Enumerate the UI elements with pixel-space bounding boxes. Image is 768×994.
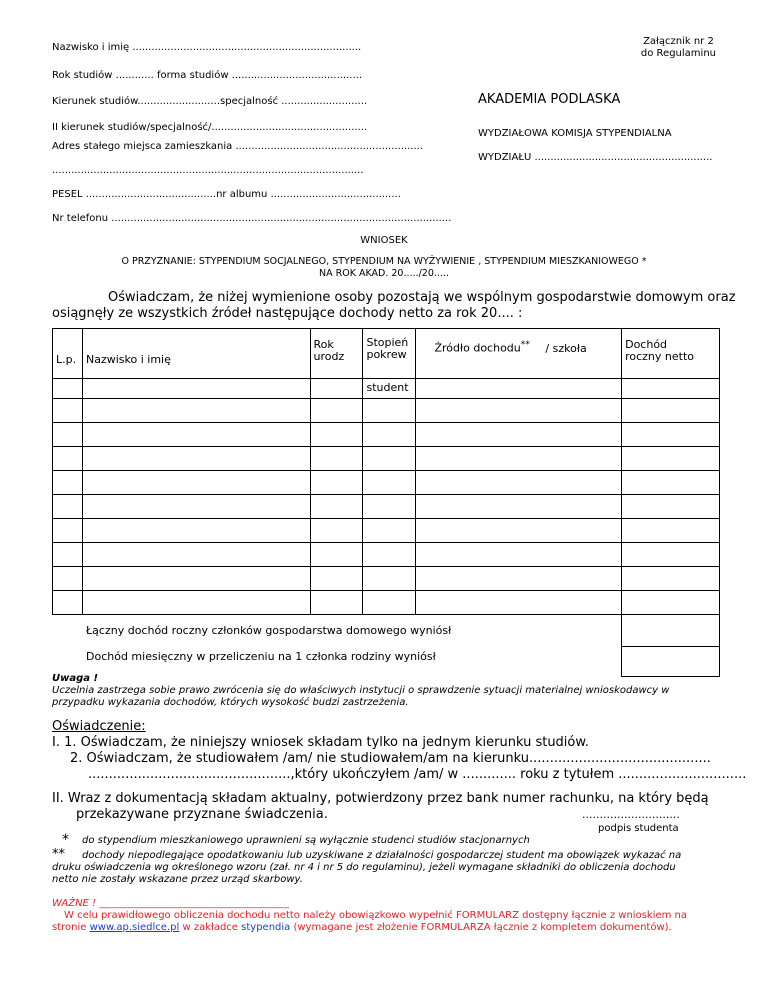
table-row (53, 399, 720, 423)
pesel-field[interactable]: PESEL .........................................nr albumu ......................................... (52, 189, 401, 200)
cell-source[interactable] (416, 519, 622, 543)
cell-year[interactable] (310, 471, 363, 495)
declaration-lead: Oświadczam (108, 290, 191, 305)
total-income-cell[interactable] (622, 615, 720, 647)
cell-income[interactable] (622, 471, 720, 495)
cell-income[interactable] (622, 399, 720, 423)
cell-name[interactable] (82, 471, 310, 495)
faculty-field[interactable]: WYDZIAŁU ........................................................ (478, 152, 713, 163)
cell-name[interactable] (82, 591, 310, 615)
col-lp-header: L.p. (53, 329, 83, 379)
title-subject-line2: NA ROK AKAD. 20...../20..... (319, 268, 449, 279)
cell-degree[interactable] (363, 567, 416, 591)
col-name-header: Nazwisko i imię (82, 329, 310, 379)
cell-degree[interactable] (363, 495, 416, 519)
col-income-l2: roczny netto (625, 350, 694, 363)
col-year-header (310, 329, 363, 379)
cell-name[interactable] (82, 399, 310, 423)
cell-name[interactable] (82, 447, 310, 471)
table-row (53, 519, 720, 543)
cell-name[interactable] (82, 543, 310, 567)
cell-source[interactable] (416, 591, 622, 615)
col-degree-header (363, 329, 416, 379)
footnote-text-1: do stypendium mieszkaniowego uprawnieni są wyłącznie studenci studiów stacjonarnych (82, 835, 530, 846)
col-source-label: Źródło dochodu (434, 341, 521, 355)
cell-lp[interactable] (53, 543, 83, 567)
cell-income[interactable] (622, 567, 720, 591)
footnote-text-2c: netto nie zostały wskazane przez urząd skarbowy. (52, 874, 303, 885)
cell-lp[interactable] (53, 591, 83, 615)
col-degree-l1: Stopień (366, 336, 409, 349)
annex-label (641, 36, 716, 60)
cell-degree[interactable] (363, 471, 416, 495)
cell-source[interactable] (416, 543, 622, 567)
cell-degree[interactable] (363, 423, 416, 447)
cell-source[interactable] (416, 399, 622, 423)
academy-name: AKADEMIA PODLASKA (478, 92, 621, 107)
cell-name[interactable] (82, 379, 310, 399)
col-income-l1: Dochód (625, 338, 668, 351)
commission-name: WYDZIAŁOWA KOMISJA STYPENDIALNA (478, 128, 672, 139)
cell-lp[interactable] (53, 423, 83, 447)
cell-year[interactable] (310, 495, 363, 519)
statement-2[interactable]: 2. Oświadczam, że studiowałem /am/ nie studiowałem/am na kierunku............................................ (70, 751, 711, 766)
statement-3b: przekazywane przyznane świadczenia. (76, 807, 328, 822)
cell-year[interactable] (310, 447, 363, 471)
important-line2-c: (wymagane jest złożenie FORMULARZA łącznie z kompletem dokumentów). (290, 922, 672, 933)
footnote-text-2a: dochody niepodlegające opodatkowaniu lub uzyskiwane z działalności gospodarczej student ma obowiązek wykazać na (82, 850, 682, 861)
cell-source[interactable] (416, 447, 622, 471)
title-subject-line1: O PRZYZNANIE: STYPENDIUM SOCJALNEGO, STYPENDIUM NA WYŻYWIENIE , STYPENDIUM MIESZKANIOWEGO * (121, 256, 647, 267)
annex-line1: Załącznik nr 2 (643, 36, 714, 47)
phone-field[interactable]: Nr telefonu ........................................................................................................... (52, 213, 452, 224)
cell-lp[interactable] (53, 447, 83, 471)
cell-income[interactable] (622, 519, 720, 543)
col-school-label: / szkoła (545, 341, 587, 355)
page-title: WNIOSEK (360, 235, 408, 246)
table-row (53, 495, 720, 519)
cell-name[interactable] (82, 567, 310, 591)
cell-income[interactable] (622, 447, 720, 471)
statement-1: I. 1. Oświadczam, że niniejszy wniosek składam tylko na jednym kierunku studiów. (52, 735, 589, 750)
table-row (53, 591, 720, 615)
cell-lp[interactable] (53, 379, 83, 399)
footnote-mark-1: * (62, 832, 69, 848)
important-line2-a: stronie (52, 922, 90, 933)
cell-lp[interactable] (53, 399, 83, 423)
cell-name[interactable] (82, 423, 310, 447)
footnote-mark-2: ** (52, 847, 65, 862)
cell-year[interactable] (310, 567, 363, 591)
col-year-l1: Rok (313, 338, 334, 351)
cell-name[interactable] (82, 495, 310, 519)
important-title: WAŻNE ! ______________________________________ (52, 898, 290, 909)
table-row (53, 447, 720, 471)
signature-field[interactable]: ............................ (582, 808, 680, 821)
declaration-rest: , że niżej wymienione osoby pozostają we wspólnym gospodarstwie domowym oraz (190, 290, 736, 305)
cell-degree[interactable] (363, 519, 416, 543)
declaration-intro-line1 (108, 290, 736, 305)
declaration-intro-line2: osiągnęły ze wszystkich źródeł następujące dochody netto za rok 20.... : (52, 306, 523, 321)
notice-title: Uwaga ! (52, 673, 99, 684)
monthly-income-cell[interactable] (622, 647, 720, 677)
year-field[interactable]: Rok studiów ............ forma studiów ......................................... (52, 70, 362, 81)
signature-label: podpis studenta (598, 823, 679, 834)
cell-income[interactable] (622, 379, 720, 399)
cell-degree[interactable] (363, 399, 416, 423)
col-degree-l2: pokrew (366, 348, 407, 361)
important-line1: W celu prawidłowego obliczenia dochodu netto należy obowiązkowo wypełnić FORMULARZ dostępny łącznie z wnioskiem na (64, 910, 688, 921)
second-direction-field[interactable]: II kierunek studiów/specjalność/................................................. (52, 122, 368, 133)
col-year-l2: urodz (313, 350, 345, 363)
cell-degree[interactable] (363, 543, 416, 567)
cell-income[interactable] (622, 591, 720, 615)
student-label: student (363, 379, 416, 399)
cell-source[interactable] (416, 567, 622, 591)
cell-year[interactable] (310, 379, 363, 399)
notice-line2: przypadku wykazania dochodów, których wysokość budzi zastrzeżenia. (52, 697, 409, 708)
cell-income[interactable] (622, 495, 720, 519)
cell-year[interactable] (310, 591, 363, 615)
important-line2 (52, 922, 672, 933)
table-row (53, 543, 720, 567)
annex-line2: do Regulaminu (640, 48, 716, 59)
cell-year[interactable] (310, 423, 363, 447)
name-field[interactable]: Nazwisko i imię ........................................................................ (52, 42, 362, 53)
cell-year[interactable] (310, 543, 363, 567)
direction-field[interactable]: Kierunek studiów..........................specjalność ........................... (52, 96, 368, 107)
table-row (53, 423, 720, 447)
cell-income[interactable] (622, 543, 720, 567)
table-header-row (53, 329, 720, 379)
cell-source[interactable] (416, 471, 622, 495)
table-row (53, 471, 720, 495)
cell-lp[interactable] (53, 567, 83, 591)
cell-degree[interactable] (363, 591, 416, 615)
table-row (53, 567, 720, 591)
col-source-mark: ** (520, 339, 530, 350)
total-income-label: Łączny dochód roczny członków gospodarstwa domowego wyniósł (86, 624, 452, 637)
cell-lp[interactable] (53, 519, 83, 543)
address-line2-field[interactable]: .................................................................................................. (52, 165, 364, 176)
cell-year[interactable] (310, 519, 363, 543)
cell-source[interactable] (416, 495, 622, 519)
website-link[interactable]: www.ap.siedlce.pl (89, 922, 180, 933)
monthly-income-label: Dochód miesięczny w przeliczeniu na 1 członka rodziny wyniósł (86, 650, 436, 663)
scholarships-tab-link[interactable]: stypendia (241, 922, 291, 933)
table-row-student (53, 379, 720, 399)
cell-year[interactable] (310, 399, 363, 423)
statement-3a: II. Wraz z dokumentacją składam aktualny, potwierdzony przez bank numer rachunku, na który będą (52, 791, 709, 806)
cell-source[interactable] (416, 379, 622, 399)
footnote-text-2b: druku oświadczenia wg określonego wzoru (zał. nr 4 i nr 5 do regulaminu), jeżeli wymagane składniki do obliczenia dochodu (52, 862, 676, 873)
cell-degree[interactable] (363, 447, 416, 471)
address-field[interactable]: Adres stałego miejsca zamieszkania ........................................................... (52, 141, 424, 152)
statements-title: Oświadczenie: (52, 719, 146, 734)
cell-income[interactable] (622, 423, 720, 447)
cell-lp[interactable] (53, 495, 83, 519)
cell-lp[interactable] (53, 471, 83, 495)
col-source-header (416, 329, 622, 379)
notice-line1: Uczelnia zastrzega sobie prawo zwrócenia się do właściwych instytucji o sprawdzenie sytuacji materialnej wnioskodawcy w (52, 685, 670, 696)
statement-2b[interactable]: .................................................,który ukończyłem /am/ w ............. roku z tytułem ............................... (88, 767, 747, 782)
col-income-header (622, 329, 720, 379)
cell-name[interactable] (82, 519, 310, 543)
cell-source[interactable] (416, 423, 622, 447)
important-line2-b: w zakładce (179, 922, 242, 933)
